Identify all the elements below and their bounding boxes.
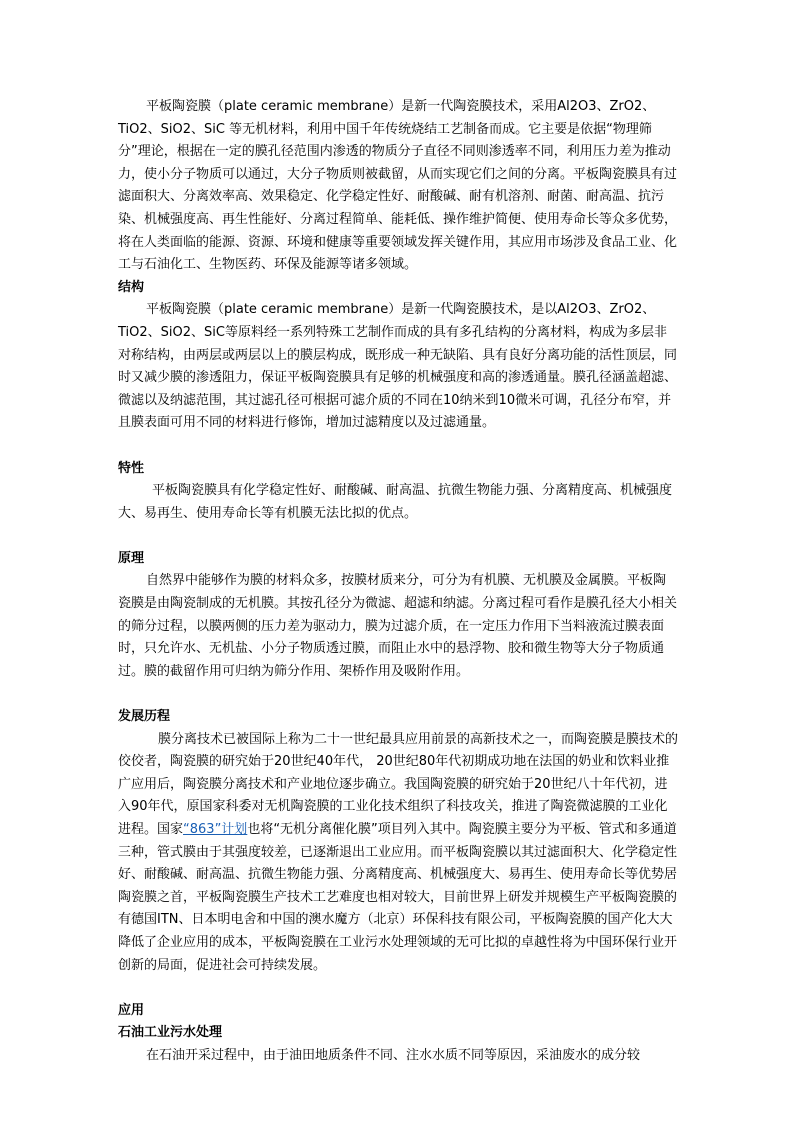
features-heading: 特性 [118,460,145,476]
application-paragraph: 在石油开采过程中，由于油田地质条件不同、注水水质不同等原因，采油废水的成分较 [146,1047,641,1063]
principle-heading: 原理 [118,550,145,566]
history-heading: 发展历程 [118,709,171,725]
application-heading: 应用 [118,1002,145,1018]
oil-wastewater-subheading: 石油工业污水处理 [118,1025,223,1041]
document-page [118,96,678,1068]
features-paragraph: 平板陶瓷膜具有化学稳定性好、耐酸碱、耐高温、抗微生物能力强、分离精度高、机械强度大、易再生、使用寿命长等有机膜无法比拟的优点。 [118,483,673,521]
spacer [118,525,678,548]
structure-heading: 结构 [118,279,145,295]
spacer [118,435,678,458]
history-paragraph [118,729,678,978]
history-text-before-link: 膜分离技术已被国际上称为二十一世纪最具应用前景的高新技术之一，而陶瓷膜是膜技术的佼佼者，陶瓷膜的研究始于20世纪40年代， 20世纪80年代初期成功地在法国的奶业和饮料业推广应用后，陶瓷膜分离技术和产业地位逐步确立。我国陶瓷膜的研究始于20世纪八十年代初，进入90年代，原国家科委对无机陶瓷膜的工业化技术组织了科技攻关，推进了陶瓷微滤膜的工业化进程。国家 [118,731,679,837]
principle-paragraph: 自然界中能够作为膜的材料众多，按膜材质来分，可分为有机膜、无机膜及金属膜。平板陶瓷膜是由陶瓷制成的无机膜。其按孔径分为微滤、超滤和纳滤。分离过程可看作是膜孔径大小相关的筛分过程，以膜两侧的压力差为驱动力，膜为过滤介质，在一定压力作用下当料液流过膜表面时，只允许水、无机盐、小分子物质透过膜，而阻止水中的悬浮物、胶和微生物等大分子物质通过。膜的截留作用可归纳为筛分作用、架桥作用及吸附作用。 [118,573,678,679]
history-text-after-link: 也将“无机分离催化膜”项目列入其中。陶瓷膜主要分为平板、管式和多通道三种，管式膜由于其强度较差，已逐渐退出工业应用。而平板陶瓷膜以其过滤面积大、化学稳定性好、耐酸碱、耐高温、抗微生物能力强、分离精度高、机械强度大、易再生、使用寿命长等优势居陶瓷膜之首，平板陶瓷膜生产技术工艺难度也相对较大，目前世界上研发并规模生产平板陶瓷膜的有德国ITN、日本明电舍和中国的澳水魔方（北京）环保科技有限公司，平板陶瓷膜的国产化大大降低了企业应用的成本，平板陶瓷膜在工业污水处理领域的无可比拟的卓越性将为中国环保行业开创新的局面，促进社会可持续发展。 [118,822,678,973]
intro-paragraph: 平板陶瓷膜（plate ceramic membrane）是新一代陶瓷膜技术，采用Al2O3、ZrO2、TiO2、SiO2、SiC 等无机材料，利用中国千年传统烧结工艺制备而成。它主要是依据“物理筛分”理论，根据在一定的膜孔径范围内渗透的物质分子直径不同则渗透率不同，利用压力差为推动力，使小分子物质可以通过，大分子物质则被截留，从而实现它们之间的分离。平板陶瓷膜具有过滤面积大、分离效率高、效果稳定、化学稳定性好、耐酸碱、耐有机溶剂、耐菌、耐高温、抗污染、机械强度高、再生性能好、分离过程简单、能耗低、操作维护简便、使用寿命长等众多优势，将在人类面临的能源、资源、环境和健康等重要领域发挥关键作用，其应用市场涉及食品工业、化工与石油化工、生物医药、环保及能源等诸多领域。 [118,99,678,273]
863-plan-link[interactable]: “863”计划 [183,822,248,837]
spacer [118,977,678,1000]
spacer [118,683,678,706]
structure-paragraph: 平板陶瓷膜（plate ceramic membrane）是新一代陶瓷膜技术，是以Al2O3、ZrO2、TiO2、SiO2、SiC等原料经一系列特殊工艺制作而成的具有多孔结构的分离材料，构成为多层非对称结构，由两层或两层以上的膜层构成，既形成一种无缺陷、具有良好分离功能的活性顶层，同时又减少膜的渗透阻力，保证平板陶瓷膜具有足够的机械强度和高的渗透通量。膜孔径涵盖超滤、微滤以及纳滤范围，其过滤孔径可根据可滤介质的不同在10纳米到10微米可调，孔径分布窄，并且膜表面可用不同的材料进行修饰，增加过滤精度以及过滤通量。 [118,302,678,431]
